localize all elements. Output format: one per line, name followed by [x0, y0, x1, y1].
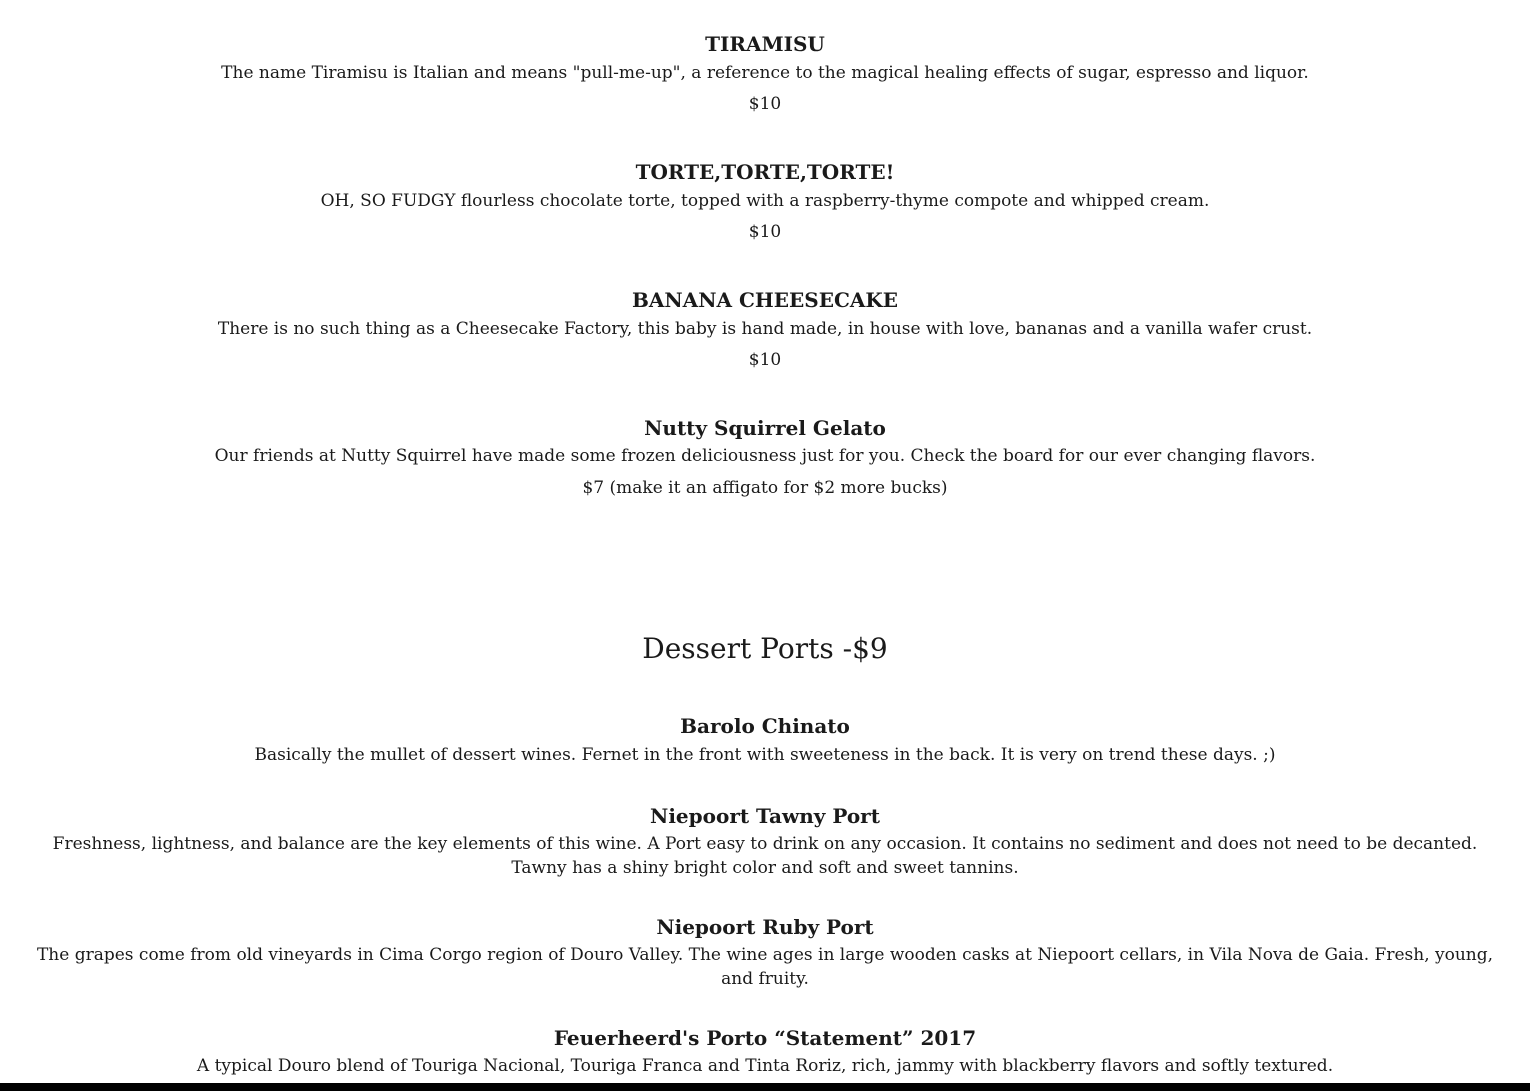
- bottom-border-bar: [0, 1083, 1530, 1091]
- port-description-niepoort-tawny: Freshness, lightness, and balance are the key elements of this wine. A Port easy to drink on any occasion. It contains no sediment and does not need to be decanted. Tawny has a shiny bright color and soft and sweet tannins.: [52, 834, 1478, 878]
- dessert-price-tiramisu: $10: [748, 94, 782, 114]
- dessert-description-gelato: Our friends at Nutty Squirrel have made some frozen deliciousness just for you. Check the board for our ever changing flavors.: [214, 446, 1316, 466]
- port-description-feuerheerds-statement: A typical Douro blend of Touriga Nacional, Touriga Franca and Tinta Roriz, rich, jammy with blackberry flavors and softly textured.: [196, 1056, 1334, 1076]
- dessert-description-torte: OH, SO FUDGY flourless chocolate torte, topped with a raspberry-thyme compote and whipped cream.: [320, 191, 1210, 211]
- dessert-title-gelato: Nutty Squirrel Gelato: [644, 416, 886, 440]
- dessert-title-banana-cheesecake: BANANA CHEESECAKE: [631, 288, 899, 312]
- dessert-title-torte: TORTE,TORTE,TORTE!: [635, 160, 895, 184]
- dessert-price-banana-cheesecake: $10: [748, 350, 782, 370]
- port-title-barolo-chinato: Barolo Chinato: [680, 714, 850, 738]
- port-description-niepoort-ruby: The grapes come from old vineyards in Cima Corgo region of Douro Valley. The wine ages in large wooden casks at Niepoort cellars, in Vila Nova de Gaia. Fresh, young, and fruity.: [36, 945, 1494, 989]
- dessert-price-torte: $10: [748, 222, 782, 242]
- port-title-feuerheerds-statement: Feuerheerd's Porto “Statement” 2017: [553, 1026, 977, 1050]
- port-title-niepoort-tawny: Niepoort Tawny Port: [650, 804, 880, 828]
- port-title-niepoort-ruby: Niepoort Ruby Port: [656, 915, 874, 939]
- port-description-barolo-chinato: Basically the mullet of dessert wines. Fernet in the front with sweeteness in the back. It is very on trend these days. ;): [254, 745, 1276, 765]
- dessert-description-tiramisu: The name Tiramisu is Italian and means "pull-me-up", a reference to the magical healing effects of sugar, espresso and liquor.: [221, 63, 1309, 83]
- dessert-price-gelato: $7 (make it an affigato for $2 more bucks): [582, 478, 948, 498]
- dessert-description-banana-cheesecake: There is no such thing as a Cheesecake Factory, this baby is hand made, in house with love, bananas and a vanilla wafer crust.: [217, 319, 1313, 339]
- section-heading-dessert-ports: Dessert Ports -$9: [642, 632, 888, 665]
- dessert-title-tiramisu: TIRAMISU: [705, 32, 825, 56]
